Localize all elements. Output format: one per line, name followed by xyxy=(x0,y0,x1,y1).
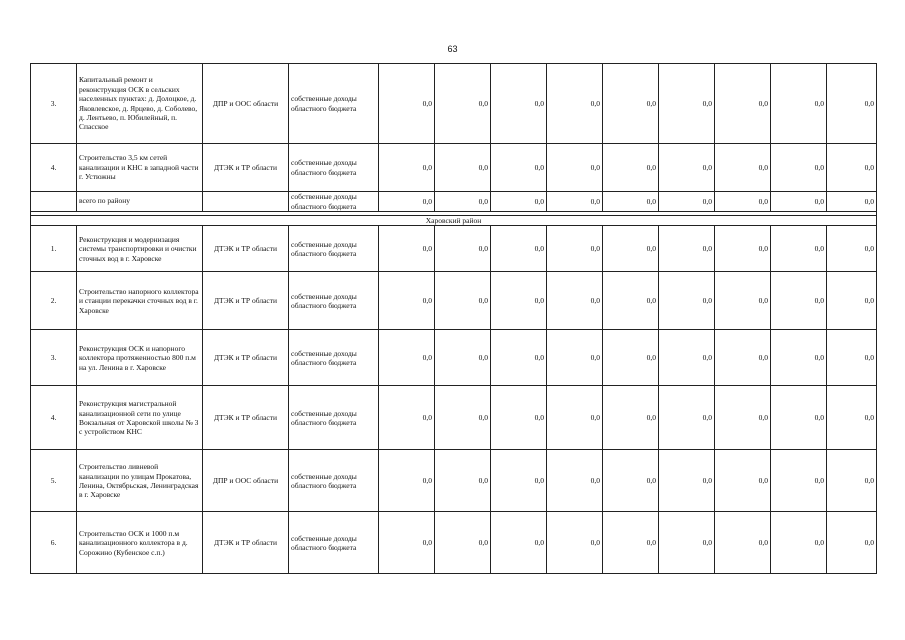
responsible-executor: ДПР и ООС области xyxy=(203,64,289,144)
value-cell: 0,0 xyxy=(435,512,491,574)
value-cell: 0,0 xyxy=(491,192,547,212)
value-cell: 0,0 xyxy=(715,226,771,272)
table-row xyxy=(31,386,877,450)
value-cell: 0,0 xyxy=(771,272,827,330)
value-cell: 0,0 xyxy=(659,450,715,512)
responsible-executor: ДТЭК и ТР области xyxy=(203,144,289,192)
value-cell: 0,0 xyxy=(659,226,715,272)
responsible-executor: ДПР и ООС области xyxy=(203,450,289,512)
value-cell: 0,0 xyxy=(379,226,435,272)
value-cell: 0,0 xyxy=(771,330,827,386)
value-cell: 0,0 xyxy=(435,450,491,512)
table-row xyxy=(31,330,877,386)
value-cell: 0,0 xyxy=(379,272,435,330)
table-row xyxy=(31,226,877,272)
table-body xyxy=(31,64,877,574)
funding-source: собственные доходы областного бюджета xyxy=(289,64,379,144)
value-cell: 0,0 xyxy=(715,64,771,144)
value-cell: 0,0 xyxy=(435,330,491,386)
value-cell: 0,0 xyxy=(547,192,603,212)
value-cell: 0,0 xyxy=(379,512,435,574)
value-cell: 0,0 xyxy=(603,226,659,272)
value-cell: 0,0 xyxy=(603,450,659,512)
row-number-empty xyxy=(31,192,77,212)
responsible-empty xyxy=(203,192,289,212)
value-cell: 0,0 xyxy=(715,144,771,192)
value-cell: 0,0 xyxy=(715,450,771,512)
value-cell: 0,0 xyxy=(603,144,659,192)
row-number: 3. xyxy=(31,330,77,386)
responsible-executor: ДТЭК и ТР области xyxy=(203,330,289,386)
measure-name: Реконструкция магистральной канализационной сети по улице Вокзальная от Харовской школы № 3 с устройством КНС xyxy=(77,386,203,450)
value-cell: 0,0 xyxy=(547,386,603,450)
value-cell: 0,0 xyxy=(603,64,659,144)
value-cell: 0,0 xyxy=(715,386,771,450)
table-row xyxy=(31,450,877,512)
table-row xyxy=(31,144,877,192)
measure-name: Реконструкция и модернизация системы транспортировки и очистки сточных вод в г. Харовске xyxy=(77,226,203,272)
value-cell: 0,0 xyxy=(435,226,491,272)
table-row xyxy=(31,512,877,574)
row-number: 4. xyxy=(31,144,77,192)
row-number: 4. xyxy=(31,386,77,450)
value-cell: 0,0 xyxy=(435,386,491,450)
value-cell: 0,0 xyxy=(659,330,715,386)
value-cell: 0,0 xyxy=(659,386,715,450)
value-cell: 0,0 xyxy=(435,144,491,192)
value-cell: 0,0 xyxy=(379,450,435,512)
row-number: 3. xyxy=(31,64,77,144)
value-cell: 0,0 xyxy=(547,330,603,386)
value-cell: 0,0 xyxy=(491,226,547,272)
funding-source: собственные доходы областного бюджета xyxy=(289,386,379,450)
value-cell: 0,0 xyxy=(827,226,877,272)
value-cell: 0,0 xyxy=(603,512,659,574)
value-cell: 0,0 xyxy=(603,192,659,212)
table-row xyxy=(31,64,877,144)
value-cell: 0,0 xyxy=(827,512,877,574)
value-cell: 0,0 xyxy=(491,386,547,450)
funding-source: собственные доходы областного бюджета xyxy=(289,144,379,192)
value-cell: 0,0 xyxy=(491,64,547,144)
measure-name: Реконструкция ОСК и напорного коллектора протяженностью 800 п.м на ул. Ленина в г. Харовске xyxy=(77,330,203,386)
value-cell: 0,0 xyxy=(379,192,435,212)
value-cell: 0,0 xyxy=(547,64,603,144)
value-cell: 0,0 xyxy=(715,330,771,386)
value-cell: 0,0 xyxy=(491,450,547,512)
funding-source: собственные доходы областного бюджета xyxy=(289,272,379,330)
value-cell: 0,0 xyxy=(379,386,435,450)
value-cell: 0,0 xyxy=(827,330,877,386)
value-cell: 0,0 xyxy=(435,192,491,212)
value-cell: 0,0 xyxy=(547,512,603,574)
value-cell: 0,0 xyxy=(771,144,827,192)
funding-source: собственные доходы областного бюджета xyxy=(289,226,379,272)
measure-name: Строительство ливневой канализации по улицам Прокатова, Ленина, Октябрьская, Ленинградская в г. Харовске xyxy=(77,450,203,512)
value-cell: 0,0 xyxy=(603,386,659,450)
funding-source: собственные доходы областного бюджета xyxy=(289,330,379,386)
row-number: 5. xyxy=(31,450,77,512)
row-number: 1. xyxy=(31,226,77,272)
value-cell: 0,0 xyxy=(771,450,827,512)
value-cell: 0,0 xyxy=(659,144,715,192)
responsible-executor: ДТЭК и ТР области xyxy=(203,512,289,574)
value-cell: 0,0 xyxy=(603,330,659,386)
value-cell: 0,0 xyxy=(379,330,435,386)
value-cell: 0,0 xyxy=(771,226,827,272)
value-cell: 0,0 xyxy=(603,272,659,330)
table-row xyxy=(31,272,877,330)
responsible-executor: ДТЭК и ТР области xyxy=(203,272,289,330)
measure-name: Капитальный ремонт и реконструкция ОСК в сельских населенных пунктах: д. Долоцкое, д. Яковлевское, д. Ярцево, д. Соболево, д. Лентьево, п. Юбилейный, п. Спасское xyxy=(77,64,203,144)
program-table xyxy=(30,63,877,574)
value-cell: 0,0 xyxy=(771,192,827,212)
value-cell: 0,0 xyxy=(827,272,877,330)
value-cell: 0,0 xyxy=(547,226,603,272)
value-cell: 0,0 xyxy=(379,144,435,192)
value-cell: 0,0 xyxy=(491,512,547,574)
page-number: 63 xyxy=(447,44,458,54)
row-number: 2. xyxy=(31,272,77,330)
value-cell: 0,0 xyxy=(379,64,435,144)
funding-source: собственные доходы областного бюджета xyxy=(289,450,379,512)
value-cell: 0,0 xyxy=(827,64,877,144)
value-cell: 0,0 xyxy=(771,386,827,450)
value-cell: 0,0 xyxy=(771,64,827,144)
measure-name: Строительство ОСК и 1000 п.м канализационного коллектора в д. Сорожино (Кубенское с.п.) xyxy=(77,512,203,574)
value-cell: 0,0 xyxy=(715,272,771,330)
value-cell: 0,0 xyxy=(827,386,877,450)
region-header-row xyxy=(31,216,877,226)
funding-source: собственные доходы областного бюджета xyxy=(289,512,379,574)
value-cell: 0,0 xyxy=(715,192,771,212)
region-header: Харовский район xyxy=(31,216,877,226)
total-row xyxy=(31,192,877,212)
responsible-executor: ДТЭК и ТР области xyxy=(203,226,289,272)
value-cell: 0,0 xyxy=(659,64,715,144)
value-cell: 0,0 xyxy=(659,512,715,574)
value-cell: 0,0 xyxy=(715,512,771,574)
measure-name: Строительство 3,5 км сетей канализации и КНС в западной части г. Устюжны xyxy=(77,144,203,192)
value-cell: 0,0 xyxy=(435,272,491,330)
value-cell: 0,0 xyxy=(491,144,547,192)
value-cell: 0,0 xyxy=(659,192,715,212)
value-cell: 0,0 xyxy=(435,64,491,144)
value-cell: 0,0 xyxy=(659,272,715,330)
value-cell: 0,0 xyxy=(491,272,547,330)
value-cell: 0,0 xyxy=(547,144,603,192)
value-cell: 0,0 xyxy=(547,272,603,330)
value-cell: 0,0 xyxy=(771,512,827,574)
value-cell: 0,0 xyxy=(547,450,603,512)
row-number: 6. xyxy=(31,512,77,574)
value-cell: 0,0 xyxy=(827,192,877,212)
value-cell: 0,0 xyxy=(491,330,547,386)
measure-name: Строительство напорного коллектора и станции перекачки сточных вод в г. Харовске xyxy=(77,272,203,330)
total-label: всего по району xyxy=(77,192,203,212)
funding-source: собственные доходы областного бюджета xyxy=(289,192,379,212)
responsible-executor: ДТЭК и ТР области xyxy=(203,386,289,450)
value-cell: 0,0 xyxy=(827,450,877,512)
value-cell: 0,0 xyxy=(827,144,877,192)
